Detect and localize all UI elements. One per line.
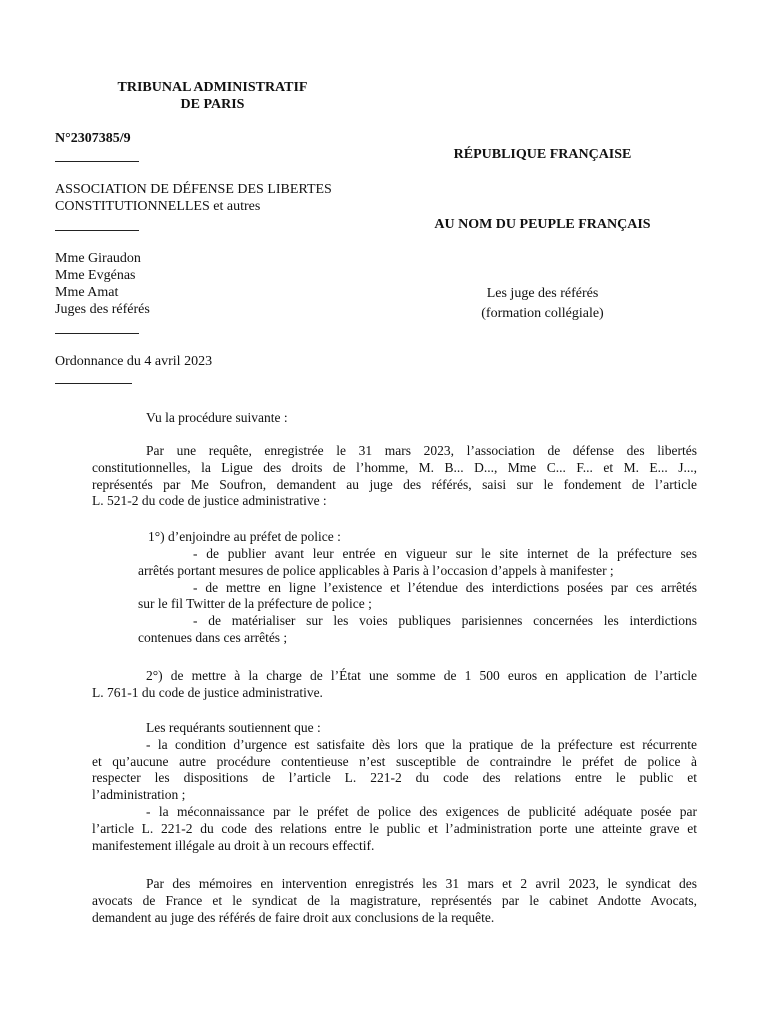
text-line: sur le fil Twitter de la préfecture de police ; (138, 596, 372, 612)
text-line: L. 521-2 du code de justice administrative : (92, 493, 327, 509)
text-line: l’article L. 221-2 du code des relations entre le public et l’administration porte une atteinte grave et (92, 820, 697, 836)
text-line: manifestement illégale au droit à un recours effectif. (92, 837, 375, 853)
text-line: Les requérants soutiennent que : (146, 720, 321, 735)
parties-line1: ASSOCIATION DE DÉFENSE DES LIBERTES (55, 182, 332, 197)
judge-name: Mme Amat (55, 285, 119, 300)
court-name-line2: DE PARIS (180, 97, 245, 112)
text-line: - de publier avant leur entrée en vigueur sur le site internet de la préfecture ses (193, 546, 697, 561)
text-line: L. 761-1 du code de justice administrative. (92, 684, 323, 700)
item2-paragraph (92, 668, 697, 702)
in-the-name-title: AU NOM DU PEUPLE FRANÇAIS (434, 217, 651, 232)
item1-list (138, 546, 697, 647)
text-line: - de mettre en ligne l’existence et l’étendue des interdictions posées par ces arrêtés (193, 579, 697, 595)
text-line: représentés par Me Soufron, demandent au juge des référés, saisi sur le fondement de l’article (92, 476, 697, 492)
separator-rule (55, 333, 139, 334)
parties-line2: CONSTITUTIONNELLES et autres (55, 199, 261, 214)
text-line: demandent au juge des référés de faire droit aux conclusions de la requête. (92, 909, 495, 925)
judge-name: Mme Giraudon (55, 251, 141, 266)
item1-heading: 1°) d’enjoindre au préfet de police : (148, 529, 341, 544)
intervention-paragraph (92, 876, 697, 926)
text-line: Par une requête, enregistrée le 31 mars 2023, l’association de défense des libertés (146, 443, 697, 458)
formation-line2: (formation collégiale) (481, 306, 604, 321)
text-line: et qu’aucune autre procédure contentieuse n’est susceptible de contraindre le préfet de police à (92, 753, 697, 769)
text-line: contenues dans ces arrêtés ; (138, 629, 288, 645)
separator-rule (55, 230, 139, 231)
text-line: arrêtés portant mesures de police applicables à Paris à l’occasion d’appels à manifester ; (138, 562, 614, 578)
separator-rule (55, 383, 132, 384)
text-line: avocats de France et le syndicat de la magistrature, représentés par le cabinet Andotte Avocats, (92, 892, 697, 908)
judge-name: Mme Evgénas (55, 268, 136, 283)
text-line: respecter les dispositions de l’article L. 221-2 du code des relations entre le public et (92, 770, 697, 786)
procedure-intro: Vu la procédure suivante : (146, 410, 288, 425)
text-line: 2°) de mettre à la charge de l’État une somme de 1 500 euros en application de l’article (146, 668, 697, 683)
text-line: constitutionnelles, la Ligue des droits de l’homme, M. B... D..., Mme C... F... et M. E... J..., (92, 459, 697, 475)
text-line: Par des mémoires en intervention enregistrés les 31 mars et 2 avril 2023, le syndicat des (146, 876, 697, 891)
order-date: Ordonnance du 4 avril 2023 (55, 354, 213, 369)
text-line: - la méconnaissance par le préfet de police des exigences de publicité adéquate posée par (146, 803, 697, 819)
separator-rule (55, 161, 139, 162)
text-line: l’administration ; (92, 787, 186, 803)
text-line: - de matérialiser sur les voies publiques parisiennes concernées les interdictions (193, 613, 697, 629)
case-number: N°2307385/9 (55, 131, 131, 146)
judges-role: Juges des référés (55, 302, 150, 317)
formation-line1: Les juge des référés (486, 286, 599, 301)
arguments-paragraph (92, 720, 697, 854)
court-name-line1: TRIBUNAL ADMINISTRATIF (117, 80, 308, 95)
text-line: - la condition d’urgence est satisfaite dès lors que la pratique de la préfecture est récurrente (146, 736, 697, 752)
republic-title: RÉPUBLIQUE FRANÇAISE (453, 147, 632, 162)
request-paragraph (92, 443, 697, 510)
